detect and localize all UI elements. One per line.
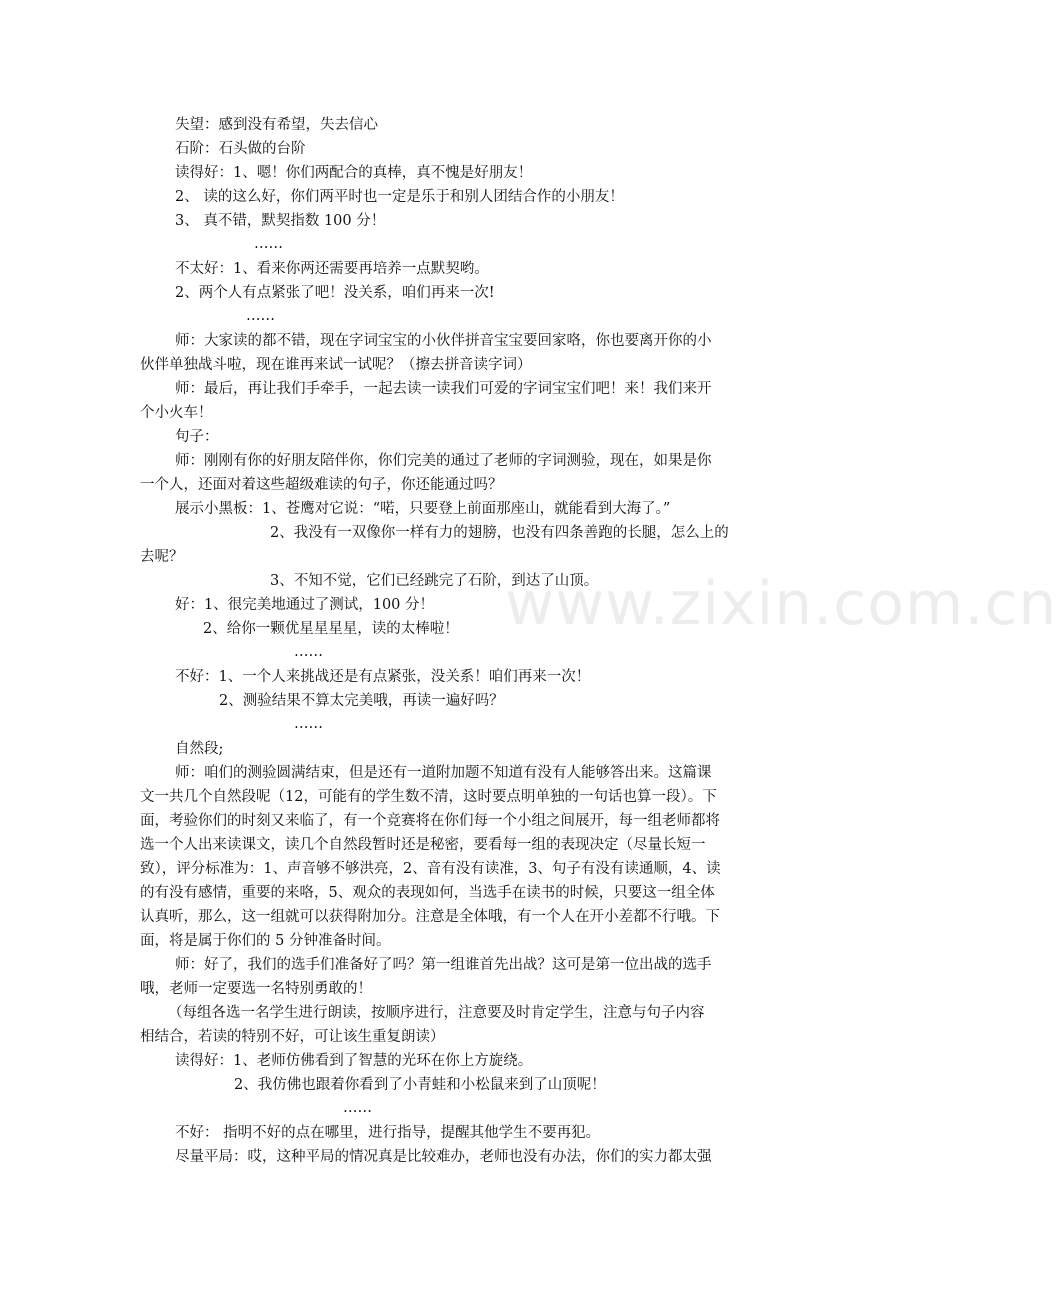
text-line: 句子：	[175, 429, 219, 445]
text-line: ……	[294, 644, 323, 660]
text-line: 师：大家读的都不错，现在字词宝宝的小伙伴拼音宝宝要回家咯，你也要离开你的小	[175, 333, 712, 349]
text-line: 2、给你一颗优星星星星，读的太棒啦！	[203, 621, 459, 637]
text-line: 师：咱们的测验圆满结束，但是还有一道附加题不知道有没有人能够答出来。这篇课	[175, 765, 712, 781]
text-line: 一个人，还面对着这些超级难读的句子，你还能通过吗？	[140, 477, 503, 493]
text-line: 不好：1、一个人来挑战还是有点紧张，没关系！咱们再来一次！	[175, 669, 591, 685]
text-line: 师：好了，我们的选手们准备好了吗？第一组谁首先出战？这可是第一位出战的选手	[175, 957, 712, 973]
text-line: 尽量平局：哎，这种平局的情况真是比较难办，老师也没有办法，你们的实力都太强	[175, 1149, 712, 1165]
text-line: 师：最后，再让我们手牵手，一起去读一读我们可爱的字词宝宝们吧！来！我们来开	[175, 381, 712, 397]
text-line: ……	[343, 1100, 372, 1116]
text-line: 的有没有感情，重要的来咯，5、观众的表现如何，当选手在读书的时候，只要这一组全体	[140, 885, 715, 901]
text-line: 2、测验结果不算太完美哦，再读一遍好吗？	[219, 693, 504, 709]
text-line: 好：1、很完美地通过了测试，100 分！	[175, 597, 435, 613]
text-line: 2、我仿佛也跟着你看到了小青蛙和小松鼠来到了山顶呢！	[234, 1077, 606, 1093]
text-line: 哦，老师一定要选一名特别勇敢的！	[140, 981, 372, 997]
watermark: www.zixin.com.cn	[505, 569, 1057, 639]
text-line: 3、不知不觉，它们已经跳完了石阶，到达了山顶。	[270, 573, 599, 589]
text-line: 失望：感到没有希望，失去信心	[175, 117, 378, 133]
text-line: 选一个人出来读课文，读几个自然段暂时还是秘密，要看每一组的表现决定（尽量长短一	[140, 837, 706, 853]
text-line: 2、 读的这么好，你们两平时也一定是乐于和别人团结合作的小朋友！	[175, 189, 624, 205]
text-line: 2、两个人有点紧张了吧！没关系，咱们再来一次!	[175, 285, 495, 301]
text-line: 读得好：1、老师仿佛看到了智慧的光环在你上方旋绕。	[175, 1053, 533, 1069]
text-line: 个小火车！	[140, 405, 213, 421]
text-line: 师：刚刚有你的好朋友陪伴你，你们完美的通过了老师的字词测验，现在，如果是你	[175, 453, 712, 469]
text-line: ……	[246, 308, 275, 324]
text-line: 不太好：1、看来你两还需要再培养一点默契哟。	[175, 261, 489, 277]
text-line: 读得好：1、嗯！你们两配合的真棒，真不愧是好朋友！	[175, 165, 533, 181]
text-line: 致），评分标准为：1、声音够不够洪亮，2、音有没有读准，3、句子有没有读通顺，4、读	[140, 861, 721, 877]
text-line: 相结合，若读的特别不好，可让该生重复朗读）	[140, 1029, 445, 1045]
text-line: （每组各选一名学生进行朗读，按顺序进行，注意要及时肯定学生，注意与句子内容	[168, 1005, 705, 1021]
text-line: 面，将是属于你们的 5 分钟准备时间。	[140, 933, 391, 949]
text-line: 2、我没有一双像你一样有力的翅膀，也没有四条善跑的长腿，怎么上的	[270, 525, 729, 541]
text-line: 伙伴单独战斗啦，现在谁再来试一试呢？（擦去拼音读字词）	[140, 357, 532, 373]
text-line: 3、 真不错，默契指数 100 分！	[175, 213, 386, 229]
text-line: 石阶：石头做的台阶	[175, 141, 306, 157]
text-line: 自然段;	[175, 741, 224, 757]
text-line: 展示小黑板：1、苍鹰对它说：“喏，只要登上前面那座山，就能看到大海了。”	[175, 501, 671, 517]
text-line: ……	[254, 236, 283, 252]
text-line: 认真听，那么，这一组就可以获得附加分。注意是全体哦，有一个人在开小差都不行哦。下	[140, 909, 720, 925]
text-line: 面，考验你们的时刻又来临了，有一个竞赛将在你们每一个小组之间展开，每一组老师都将	[140, 813, 720, 829]
text-line: 去呢？	[140, 549, 184, 565]
text-line: 文一共几个自然段呢（12，可能有的学生数不清，这时要点明单独的一句话也算一段）。下	[140, 789, 717, 805]
text-line: ……	[294, 716, 323, 732]
text-line: 不好： 指明不好的点在哪里，进行指导，提醒其他学生不要再犯。	[175, 1125, 601, 1141]
